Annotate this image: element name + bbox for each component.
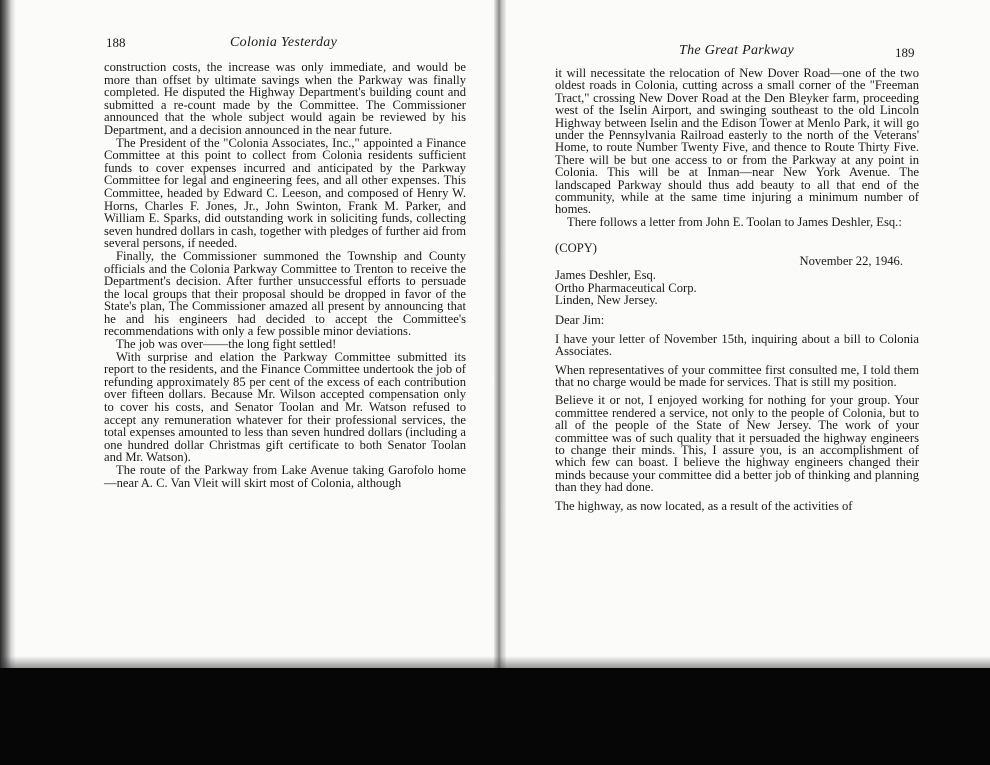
left-page-header — [106, 35, 466, 52]
left-page-number: 188 — [106, 35, 126, 50]
left-paragraph-5: With surprise and elation the Parkway Committee submitted its report to the residents, and the Finance Committee undertook the job of refunding approximately 85 per cent of the excess of each contribution over fifteen dollars. Because Mr. Wilson accepted compensation only to cover his costs, and Senator Toolan and Mr. Watson refused to accept any remuneration whatever for their professional services, the total expenses amounted to less than seven hundred dollars (including a one hundred dollar Christmas gift certificate to both Senator Toolan and Mr. Watson). — [104, 349, 466, 465]
letter-date: November 22, 1946. — [799, 253, 903, 268]
letter-paragraph-3: Believe it or not, I enjoyed working for nothing for your group. Your committee rendered a service, not only to the people of Colonia, but to all of the people of the State of New Jersey. The work of your committee was of such quality that it persuaded the highway engineers to change their minds. This, I assure you, is an accomplishment of which few can boast. I believe the highway engineers changed their minds because your committee did a better job of thinking and planning than they had done. — [555, 393, 919, 495]
right-page-body — [555, 67, 919, 512]
right-page-header — [679, 43, 915, 60]
left-paragraph-6: The route of the Parkway from Lake Avenue taking Garofolo home—near A. C. Van Vleit will skirt most of Colonia, although — [104, 463, 466, 490]
left-paragraph-1: construction costs, the increase was only immediate, and would be more than offset by ultimate savings when the Parkway was finally completed. He disputed the Highway Department's building count and submitted a re-count made by the Committee. The Commissioner announced that the whole subject would again be reviewed by his Department, and a decision announced in the near future. — [104, 60, 466, 137]
right-paragraph-1: it will necessitate the relocation of New Dover Road—one of the two oldest roads in Colonia, cutting across a small corner of the "Freeman Tract," crossing New Dover Road at the Den Bleyker farm, proceeding west of the Iselin Airport, and swinging southeast to the old Lincoln Highway between Iselin and the Edison Tower at Menlo Park, it will go under the Pennsylvania Railroad easterly to the north of the Veterans' Home, to route Number Twenty Five, and thence to Route Thirty Five. There will be but one access to or from the Parkway at any point in Colonia. This will be at Inman—near New York Avenue. The landscaped Parkway should thus add beauty to all that end of the community, while at the same time injuring a minimum number of homes. — [555, 66, 919, 217]
letter-paragraph-1: I have your letter of November 15th, inquiring about a bill to Colonia Associates. — [555, 331, 919, 359]
scan-left-edge — [0, 0, 16, 670]
letter-salutation: Dear Jim: — [555, 313, 605, 328]
letter-paragraph-4: The highway, as now located, as a result of the activities of — [555, 498, 853, 513]
left-page-body — [104, 61, 466, 489]
left-page — [0, 0, 497, 672]
left-paragraph-2: The President of the "Colonia Associates, Inc.," appointed a Finance Committee at this point to collect from Colonia residents sufficient funds to cover expenses incurred and anticipated by the Parkway Committee for legal and engineering fees, and all other expenses. This Committee, headed by Edward C. Leeson, and composed of Henry W. Horns, Charles F. Jones, Jr., John Swinton, Frank M. Parker, and William E. Sparks, did outstanding work in soliciting funds, collecting seven hundred dollars in cash, together with pledges of further aid from several persons, if needed. — [104, 135, 466, 251]
right-page-number: 189 — [895, 45, 915, 60]
left-paragraph-3: Finally, the Commissioner summoned the Township and County officials and the Colonia Parkway Committee to Trenton to receive the Department's decision. After further unsuccessful efforts to persuade the local groups that their proposal should be dropped in favor of the State's plan, The Commissioner amazed all present by announcing that he and his engineers had decided to accept the Committee's recommendations with only a few possible minor deviations. — [104, 248, 466, 339]
right-paragraph-2: There follows a letter from John E. Toolan to James Deshler, Esq.: — [567, 214, 902, 229]
right-page — [497, 0, 990, 672]
book-gutter — [494, 0, 506, 680]
right-running-head: The Great Parkway — [679, 43, 795, 58]
address-line-3: Linden, New Jersey. — [555, 292, 658, 307]
copy-label: (COPY) — [555, 241, 597, 256]
left-paragraph-4: The job was over——the long fight settled! — [116, 337, 337, 352]
address-line-1: James Deshler, Esq. — [555, 268, 656, 283]
address-line-2: Ortho Pharmaceutical Corp. — [555, 280, 697, 295]
letter-paragraph-2: When representatives of your committee first consulted me, I told them that no charge would be made for services. That is still my position. — [555, 362, 919, 389]
scan-bottom-border — [0, 668, 990, 765]
left-running-head: Colonia Yesterday — [230, 35, 338, 50]
